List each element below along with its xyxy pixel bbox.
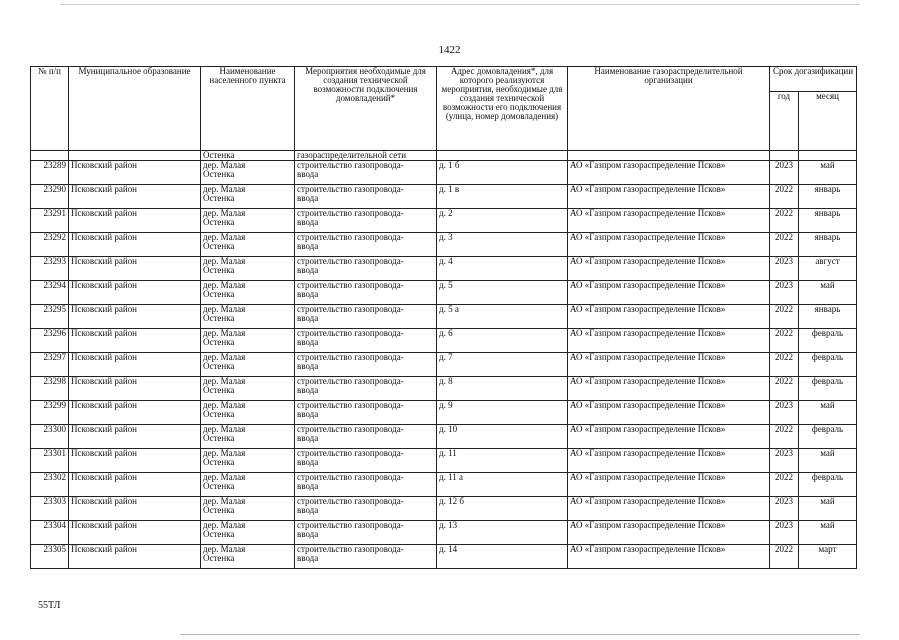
row-activity — [295, 473, 437, 497]
row-settlement-line-1: дер. Малая — [203, 208, 246, 218]
row-activity-line-1: строительство газопровода- — [297, 400, 404, 410]
row-activity-line-2: ввода — [297, 529, 319, 539]
row-num: 23289 — [31, 161, 69, 185]
row-activity — [295, 377, 437, 401]
row-organization: АО «Газпром газораспределение Псков» — [568, 305, 770, 329]
row-num: 23299 — [31, 401, 69, 425]
row-address: д. 6 — [437, 329, 568, 353]
row-settlement-line-1: дер. Малая — [203, 376, 246, 386]
row-num: 23305 — [31, 545, 69, 569]
row-activity — [295, 233, 437, 257]
row-address: д. 1 б — [437, 161, 568, 185]
row-organization: АО «Газпром газораспределение Псков» — [568, 473, 770, 497]
row-activity-line-1: строительство газопровода- — [297, 232, 404, 242]
row-settlement — [201, 449, 295, 473]
row-activity — [295, 329, 437, 353]
row-month: март — [799, 545, 857, 569]
footer-code: 55ТЛ — [38, 600, 61, 611]
row-settlement — [201, 161, 295, 185]
header-address: Адрес домовладения*, для которого реализуются мероприятия, необходимые для создания технической возможности его подключения (улица, номер домовладения) — [437, 67, 568, 151]
row-num: 23304 — [31, 521, 69, 545]
table-row — [31, 449, 857, 473]
table-row — [31, 401, 857, 425]
row-settlement — [201, 497, 295, 521]
cont-mun — [69, 151, 201, 161]
table-row — [31, 377, 857, 401]
row-num: 23298 — [31, 377, 69, 401]
row-settlement-line-1: дер. Малая — [203, 544, 246, 554]
cont-num — [31, 151, 69, 161]
page-number: 1422 — [438, 44, 461, 56]
row-year: 2022 — [770, 545, 799, 569]
row-activity — [295, 257, 437, 281]
row-settlement-line-2: Остенка — [203, 385, 235, 395]
table-row — [31, 233, 857, 257]
row-settlement — [201, 401, 295, 425]
table-row — [31, 281, 857, 305]
cont-month — [799, 151, 857, 161]
row-settlement-line-2: Остенка — [203, 265, 235, 275]
row-activity-line-2: ввода — [297, 457, 319, 467]
row-activity — [295, 425, 437, 449]
row-year: 2023 — [770, 257, 799, 281]
table-row — [31, 425, 857, 449]
row-activity-line-1: строительство газопровода- — [297, 352, 404, 362]
row-activity-line-1: строительство газопровода- — [297, 304, 404, 314]
header-municipality: Муниципальное образование — [69, 67, 201, 151]
row-settlement — [201, 209, 295, 233]
row-activity — [295, 545, 437, 569]
row-municipality: Псковский район — [69, 401, 201, 425]
row-settlement — [201, 185, 295, 209]
row-activity-line-2: ввода — [297, 385, 319, 395]
row-municipality: Псковский район — [69, 161, 201, 185]
row-settlement-line-1: дер. Малая — [203, 400, 246, 410]
row-activity-line-2: ввода — [297, 265, 319, 275]
row-municipality: Псковский район — [69, 545, 201, 569]
row-organization: АО «Газпром газораспределение Псков» — [568, 401, 770, 425]
row-activity — [295, 161, 437, 185]
row-municipality: Псковский район — [69, 521, 201, 545]
cont-year — [770, 151, 799, 161]
row-month: февраль — [799, 473, 857, 497]
row-month: февраль — [799, 353, 857, 377]
row-num: 23293 — [31, 257, 69, 281]
row-year: 2023 — [770, 401, 799, 425]
table-row — [31, 329, 857, 353]
row-address: д. 1 в — [437, 185, 568, 209]
row-activity — [295, 521, 437, 545]
row-year: 2022 — [770, 353, 799, 377]
row-organization: АО «Газпром газораспределение Псков» — [568, 185, 770, 209]
table-row — [31, 473, 857, 497]
header-settlement: Наименование населенного пункта — [201, 67, 295, 151]
row-municipality: Псковский район — [69, 305, 201, 329]
row-settlement-line-1: дер. Малая — [203, 352, 246, 362]
row-organization: АО «Газпром газораспределение Псков» — [568, 545, 770, 569]
row-municipality: Псковский район — [69, 257, 201, 281]
row-settlement — [201, 305, 295, 329]
row-activity — [295, 209, 437, 233]
row-activity-line-2: ввода — [297, 313, 319, 323]
row-settlement-line-1: дер. Малая — [203, 328, 246, 338]
row-year: 2022 — [770, 209, 799, 233]
row-month: январь — [799, 233, 857, 257]
row-month: январь — [799, 305, 857, 329]
row-organization: АО «Газпром газораспределение Псков» — [568, 425, 770, 449]
row-activity-line-2: ввода — [297, 289, 319, 299]
row-activity-line-2: ввода — [297, 409, 319, 419]
row-settlement — [201, 545, 295, 569]
row-municipality: Псковский район — [69, 425, 201, 449]
row-municipality: Псковский район — [69, 233, 201, 257]
row-month: май — [799, 161, 857, 185]
row-activity-line-1: строительство газопровода- — [297, 208, 404, 218]
row-month: январь — [799, 185, 857, 209]
table-row — [31, 209, 857, 233]
cont-address — [437, 151, 568, 161]
row-month: август — [799, 257, 857, 281]
header-deadline: Срок догазификации — [770, 67, 857, 92]
header-row-1 — [31, 67, 857, 92]
cont-activity: газораспределительной сети — [295, 151, 437, 161]
scan-artifact-top — [60, 4, 860, 5]
row-year: 2022 — [770, 377, 799, 401]
row-settlement — [201, 473, 295, 497]
table-row — [31, 305, 857, 329]
row-settlement-line-2: Остенка — [203, 409, 235, 419]
header-num: № п/п — [31, 67, 69, 151]
row-settlement-line-2: Остенка — [203, 481, 235, 491]
row-organization: АО «Газпром газораспределение Псков» — [568, 497, 770, 521]
row-settlement-line-2: Остенка — [203, 193, 235, 203]
row-settlement-line-2: Остенка — [203, 169, 235, 179]
row-num: 23297 — [31, 353, 69, 377]
row-settlement — [201, 521, 295, 545]
row-organization: АО «Газпром газораспределение Псков» — [568, 257, 770, 281]
row-settlement-line-2: Остенка — [203, 337, 235, 347]
row-activity — [295, 185, 437, 209]
row-month: май — [799, 521, 857, 545]
row-activity — [295, 401, 437, 425]
continuation-row — [31, 151, 857, 161]
row-settlement-line-1: дер. Малая — [203, 232, 246, 242]
row-year: 2022 — [770, 305, 799, 329]
row-settlement — [201, 233, 295, 257]
row-num: 23290 — [31, 185, 69, 209]
row-settlement-line-2: Остенка — [203, 217, 235, 227]
row-activity-line-2: ввода — [297, 169, 319, 179]
row-settlement — [201, 353, 295, 377]
row-year: 2022 — [770, 425, 799, 449]
row-settlement-line-2: Остенка — [203, 361, 235, 371]
row-address: д. 8 — [437, 377, 568, 401]
row-settlement-line-2: Остенка — [203, 457, 235, 467]
row-settlement — [201, 329, 295, 353]
row-settlement-line-2: Остенка — [203, 529, 235, 539]
row-organization: АО «Газпром газораспределение Псков» — [568, 329, 770, 353]
row-organization: АО «Газпром газораспределение Псков» — [568, 521, 770, 545]
row-organization: АО «Газпром газораспределение Псков» — [568, 209, 770, 233]
row-year: 2022 — [770, 473, 799, 497]
row-activity-line-1: строительство газопровода- — [297, 160, 404, 170]
row-activity-line-1: строительство газопровода- — [297, 448, 404, 458]
row-activity-line-1: строительство газопровода- — [297, 520, 404, 530]
row-settlement-line-2: Остенка — [203, 433, 235, 443]
row-address: д. 5 а — [437, 305, 568, 329]
row-municipality: Псковский район — [69, 353, 201, 377]
row-municipality: Псковский район — [69, 497, 201, 521]
row-activity-line-1: строительство газопровода- — [297, 376, 404, 386]
scan-artifact-bottom — [180, 634, 860, 635]
row-activity — [295, 449, 437, 473]
cont-settlement: Остенка — [201, 151, 295, 161]
row-organization: АО «Газпром газораспределение Псков» — [568, 161, 770, 185]
row-month: май — [799, 281, 857, 305]
table-row — [31, 545, 857, 569]
row-municipality: Псковский район — [69, 449, 201, 473]
gasification-table — [30, 66, 857, 569]
row-activity — [295, 353, 437, 377]
row-activity-line-1: строительство газопровода- — [297, 256, 404, 266]
row-address: д. 9 — [437, 401, 568, 425]
row-activity-line-2: ввода — [297, 505, 319, 515]
row-municipality: Псковский район — [69, 329, 201, 353]
row-municipality: Псковский район — [69, 473, 201, 497]
row-activity-line-1: строительство газопровода- — [297, 424, 404, 434]
table-row — [31, 257, 857, 281]
header-organization: Наименование газораспределительной организации — [568, 67, 770, 151]
header-month: месяц — [799, 92, 857, 151]
row-settlement — [201, 281, 295, 305]
row-settlement-line-2: Остенка — [203, 553, 235, 563]
table-row — [31, 521, 857, 545]
row-activity-line-1: строительство газопровода- — [297, 496, 404, 506]
row-address: д. 10 — [437, 425, 568, 449]
row-year: 2023 — [770, 497, 799, 521]
row-address: д. 5 — [437, 281, 568, 305]
row-activity-line-1: строительство газопровода- — [297, 328, 404, 338]
row-year: 2022 — [770, 233, 799, 257]
row-year: 2023 — [770, 449, 799, 473]
row-activity-line-2: ввода — [297, 217, 319, 227]
row-settlement-line-1: дер. Малая — [203, 520, 246, 530]
row-activity-line-2: ввода — [297, 481, 319, 491]
row-month: май — [799, 401, 857, 425]
row-organization: АО «Газпром газораспределение Псков» — [568, 377, 770, 401]
table-row — [31, 161, 857, 185]
header-year: год — [770, 92, 799, 151]
row-year: 2023 — [770, 281, 799, 305]
row-address: д. 7 — [437, 353, 568, 377]
row-activity-line-2: ввода — [297, 193, 319, 203]
cont-org — [568, 151, 770, 161]
row-settlement-line-1: дер. Малая — [203, 160, 246, 170]
row-year: 2022 — [770, 329, 799, 353]
row-municipality: Псковский район — [69, 209, 201, 233]
row-month: май — [799, 497, 857, 521]
row-address: д. 2 — [437, 209, 568, 233]
row-settlement-line-2: Остенка — [203, 313, 235, 323]
row-settlement-line-1: дер. Малая — [203, 184, 246, 194]
row-address: д. 12 б — [437, 497, 568, 521]
row-num: 23301 — [31, 449, 69, 473]
row-activity — [295, 281, 437, 305]
row-activity-line-2: ввода — [297, 337, 319, 347]
row-settlement-line-1: дер. Малая — [203, 256, 246, 266]
row-year: 2023 — [770, 521, 799, 545]
row-settlement — [201, 377, 295, 401]
table-row — [31, 497, 857, 521]
row-municipality: Псковский район — [69, 185, 201, 209]
row-municipality: Псковский район — [69, 377, 201, 401]
row-activity — [295, 497, 437, 521]
row-settlement-line-1: дер. Малая — [203, 448, 246, 458]
row-organization: АО «Газпром газораспределение Псков» — [568, 233, 770, 257]
row-address: д. 3 — [437, 233, 568, 257]
row-activity-line-1: строительство газопровода- — [297, 280, 404, 290]
row-organization: АО «Газпром газораспределение Псков» — [568, 353, 770, 377]
row-address: д. 4 — [437, 257, 568, 281]
row-activity-line-2: ввода — [297, 241, 319, 251]
row-activity-line-2: ввода — [297, 433, 319, 443]
row-settlement-line-2: Остенка — [203, 241, 235, 251]
row-month: май — [799, 449, 857, 473]
row-num: 23294 — [31, 281, 69, 305]
row-activity — [295, 305, 437, 329]
row-settlement-line-2: Остенка — [203, 289, 235, 299]
row-num: 23303 — [31, 497, 69, 521]
row-settlement-line-1: дер. Малая — [203, 304, 246, 314]
row-settlement-line-2: Остенка — [203, 505, 235, 515]
row-num: 23292 — [31, 233, 69, 257]
header-activities: Мероприятия необходимые для создания технической возможности подключения домовладений* — [295, 67, 437, 151]
row-num: 23296 — [31, 329, 69, 353]
row-settlement — [201, 425, 295, 449]
row-activity-line-1: строительство газопровода- — [297, 184, 404, 194]
row-address: д. 11 — [437, 449, 568, 473]
row-settlement-line-1: дер. Малая — [203, 496, 246, 506]
table-row — [31, 185, 857, 209]
row-activity-line-1: строительство газопровода- — [297, 544, 404, 554]
row-settlement-line-1: дер. Малая — [203, 280, 246, 290]
row-month: февраль — [799, 425, 857, 449]
row-num: 23300 — [31, 425, 69, 449]
row-organization: АО «Газпром газораспределение Псков» — [568, 281, 770, 305]
row-activity-line-2: ввода — [297, 553, 319, 563]
row-year: 2022 — [770, 185, 799, 209]
row-activity-line-2: ввода — [297, 361, 319, 371]
row-num: 23291 — [31, 209, 69, 233]
table-row — [31, 353, 857, 377]
row-organization: АО «Газпром газораспределение Псков» — [568, 449, 770, 473]
row-address: д. 11 а — [437, 473, 568, 497]
row-address: д. 14 — [437, 545, 568, 569]
row-year: 2023 — [770, 161, 799, 185]
row-month: февраль — [799, 329, 857, 353]
row-address: д. 13 — [437, 521, 568, 545]
row-settlement-line-1: дер. Малая — [203, 472, 246, 482]
row-activity-line-1: строительство газопровода- — [297, 472, 404, 482]
row-num: 23302 — [31, 473, 69, 497]
row-num: 23295 — [31, 305, 69, 329]
row-month: январь — [799, 209, 857, 233]
row-settlement-line-1: дер. Малая — [203, 424, 246, 434]
row-settlement — [201, 257, 295, 281]
row-month: февраль — [799, 377, 857, 401]
row-municipality: Псковский район — [69, 281, 201, 305]
